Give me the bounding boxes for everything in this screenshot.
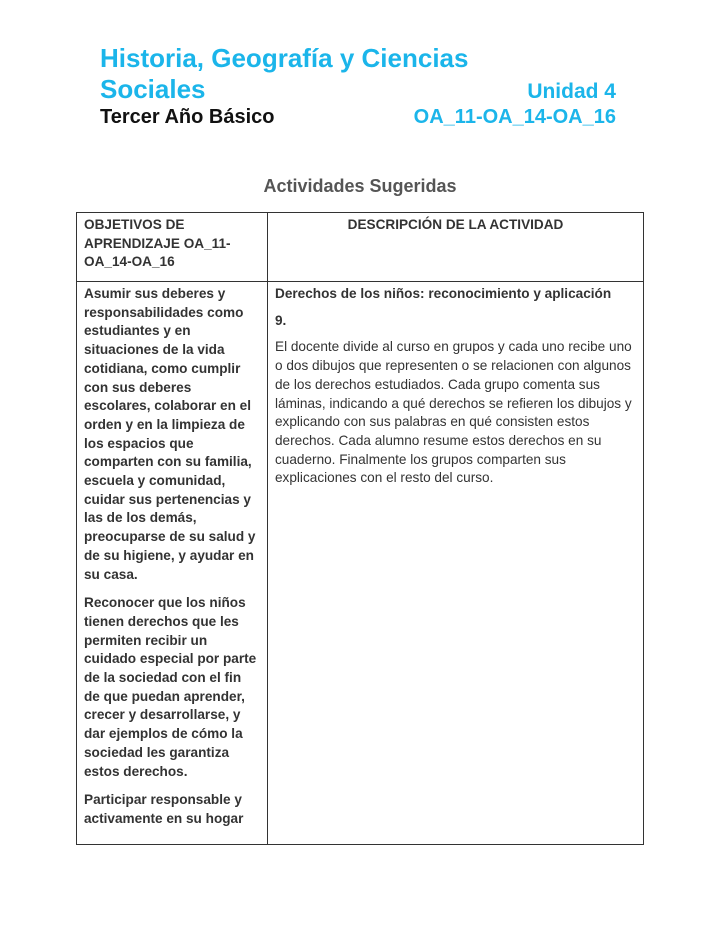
subject-title-line1: Historia, Geografía y Ciencias xyxy=(100,43,469,73)
subject-title-line2: Sociales xyxy=(100,74,206,104)
header-objectives: OBJETIVOS DE APRENDIZAJE OA_11-OA_14-OA_16 xyxy=(77,213,268,282)
header-row-2 xyxy=(100,74,616,106)
activities-table xyxy=(76,212,644,845)
table-row xyxy=(77,282,644,845)
activity-title: Derechos de los niños: reconocimiento y aplicación xyxy=(275,286,612,301)
section-title: Actividades Sugeridas xyxy=(263,176,457,196)
table-header-row xyxy=(77,213,644,282)
objectives-code: OA_11-OA_14-OA_16 xyxy=(413,106,616,128)
header-description: DESCRIPCIÓN DE LA ACTIVIDAD xyxy=(268,213,644,282)
objective-item: Asumir sus deberes y responsabilidades como estudiantes y en situaciones de la vida cotidiana, como cumplir con sus deberes escolares, colaborar en el orden y en la limpieza de los espacios que comparten con su familia, escuela y comunidad, cuidar sus pertenencias y las de los demás, preocuparse de su salud y de su higiene, y ayudar en su casa. xyxy=(84,286,256,582)
objective-item: Participar responsable y activamente en su hogar xyxy=(84,792,244,826)
activity-cell xyxy=(268,282,644,845)
objectives-cell xyxy=(77,282,268,845)
activity-number: 9. xyxy=(275,312,287,328)
grade-label: Tercer Año Básico xyxy=(100,106,275,128)
unit-label: Unidad 4 xyxy=(527,80,616,103)
activity-description: El docente divide al curso en grupos y cada uno recibe uno o dos dibujos que representen o se relacionen con algunos de los derechos estudiados. Cada grupo comenta sus láminas, indicando a qué derechos se refieren los dibujos y explicando con sus palabras en qué consisten estos derechos. Cada alumno resume estos derechos en su cuaderno. Finalmente los grupos comparten sus explicaciones con el resto del curso. xyxy=(275,339,632,486)
objective-item: Reconocer que los niños tienen derechos que les permiten recibir un cuidado especial por parte de la sociedad con el fin de que puedan aprender, crecer y desarrollarse, y dar ejemplos de cómo la sociedad les garantiza estos derechos. xyxy=(84,595,257,779)
header-row-3 xyxy=(100,106,616,134)
